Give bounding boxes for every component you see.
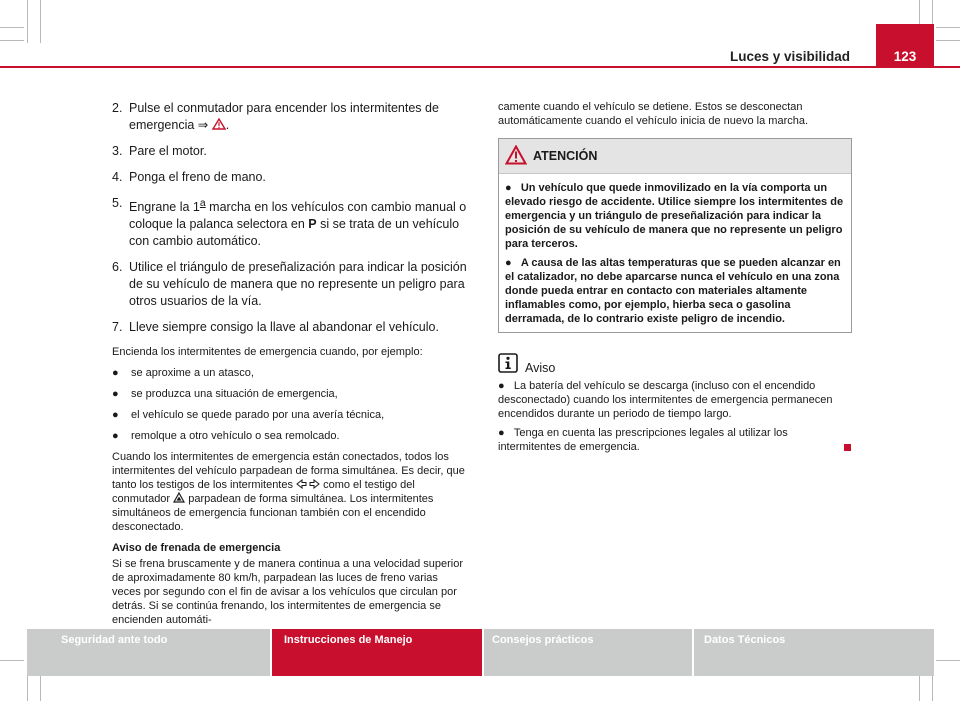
crop-mark xyxy=(40,0,41,43)
step-item: 2. Pulse el conmutador para encender los intermitentes de emergencia ⇒ . xyxy=(112,101,439,132)
note-header xyxy=(498,353,852,379)
step-item: 5. Engrane la 1$^a$ marcha en los vehículos con cambio manual o coloque la palanca selectora en P si se trata de un vehículo con cambio automático. xyxy=(112,196,467,249)
note-title: Aviso xyxy=(525,361,556,375)
crop-mark xyxy=(936,40,960,41)
warning-triangle-icon xyxy=(505,145,527,165)
crop-mark xyxy=(936,660,960,661)
note-item: ● La batería del vehículo se descarga (incluso con el encendido desconectado) cuando los intermitentes de emergencia permanecen encendidos durante un periodo de tiempo largo. xyxy=(498,380,833,420)
step-item: 3. Pare el motor. xyxy=(112,144,207,158)
attention-header xyxy=(499,139,851,174)
attention-box xyxy=(498,138,852,333)
note-item: ● Tenga en cuenta las prescripciones legales al utilizar los intermitentes de emergencia. xyxy=(498,426,852,454)
attention-item: ● A causa de las altas temperaturas que se pueden alcanzar en el catalizador, no debe aparcarse nunca el vehículo en una zona donde pueda entrar en contacto con materiales altamente inflamables como, por ejemplo, hierba seca o gasolina derramada, de lo contrario existe peligro de incendio. xyxy=(505,257,841,325)
crop-mark xyxy=(0,27,24,28)
section-title: Luces y visibilidad xyxy=(729,49,850,64)
footer-tab-practical-tips[interactable]: Consejos prácticos xyxy=(484,629,692,676)
page-number: 123 xyxy=(876,24,934,68)
step-item: 6. Utilice el triángulo de preseñalización para indicar la posición de su vehículo de manera que no represente un peligro para otros usuarios de la vía. xyxy=(112,260,467,309)
end-of-section-marker xyxy=(844,444,851,451)
header-rule xyxy=(0,66,960,68)
note-body xyxy=(498,379,852,454)
footer-tab-technical-data[interactable]: Datos Técnicos xyxy=(694,629,934,676)
list-item: ● el vehículo se quede parado por una avería técnica, xyxy=(112,409,385,422)
list-item: ● remolque a otro vehículo o sea remolcado. xyxy=(112,430,340,443)
crop-mark xyxy=(0,660,24,661)
intro-text: Encienda los intermitentes de emergencia cuando, por ejemplo: xyxy=(112,346,423,359)
step-item: 4. Ponga el freno de mano. xyxy=(112,170,266,184)
crop-mark xyxy=(936,27,960,28)
crop-mark xyxy=(0,40,24,41)
crop-mark xyxy=(27,0,28,43)
brake-warning-heading: Aviso de frenada de emergencia xyxy=(112,542,281,555)
step-item: 7. Lleve siempre consigo la llave al abandonar el vehículo. xyxy=(112,320,439,335)
right-column xyxy=(498,100,852,459)
hazard-triangle-icon xyxy=(173,492,185,503)
hazard-paragraph: Cuando los intermitentes de emergencia están conectados, todos los intermitentes del vehículo parpadean de forma simultánea. Es decir, que tanto los testigos de los intermitentes como el testigo del conmutador parpadean de forma simultánea. Los intermitentes simultáneos de emergencia funcionan también con el encendido desconectado. xyxy=(112,451,465,534)
brake-warning-text: Si se frena bruscamente y de manera continua a una velocidad superior de aproximadamente 80 km/h, parpadean las luces de freno varias veces por segundo con el fin de avisar a los vehículos que circulan por detrás. Si se continúa frenando, los intermitentes de emergencia se encienden automáti- xyxy=(112,558,463,627)
list-item: ● se aproxime a un atasco, xyxy=(112,367,254,380)
attention-body xyxy=(499,174,851,332)
info-icon xyxy=(498,353,518,373)
footer-tab-safety[interactable]: Seguridad ante todo xyxy=(27,629,270,676)
bullet-list xyxy=(112,366,468,443)
list-item: ● se produzca una situación de emergencia, xyxy=(112,388,338,401)
warning-triangle-icon xyxy=(212,118,226,130)
footer-tab-operating-instructions[interactable]: Instrucciones de Manejo xyxy=(272,629,482,676)
step-list xyxy=(112,100,468,336)
turn-signal-arrows-icon xyxy=(296,479,320,489)
attention-title: ATENCIÓN xyxy=(533,149,598,163)
left-column xyxy=(112,100,468,634)
attention-item: ● Un vehículo que quede inmovilizado en la vía comporta un elevado riesgo de accidente. Utilice siempre los intermitentes de emergencia y un triángulo de preseñalización para indicar la posición de su vehículo de manera que no represente un peligro para terceros. xyxy=(505,182,844,250)
continuation-text: camente cuando el vehículo se detiene. Estos se desconectan automáticamente cuando el vehículo inicia de nuevo la marcha. xyxy=(498,101,809,127)
